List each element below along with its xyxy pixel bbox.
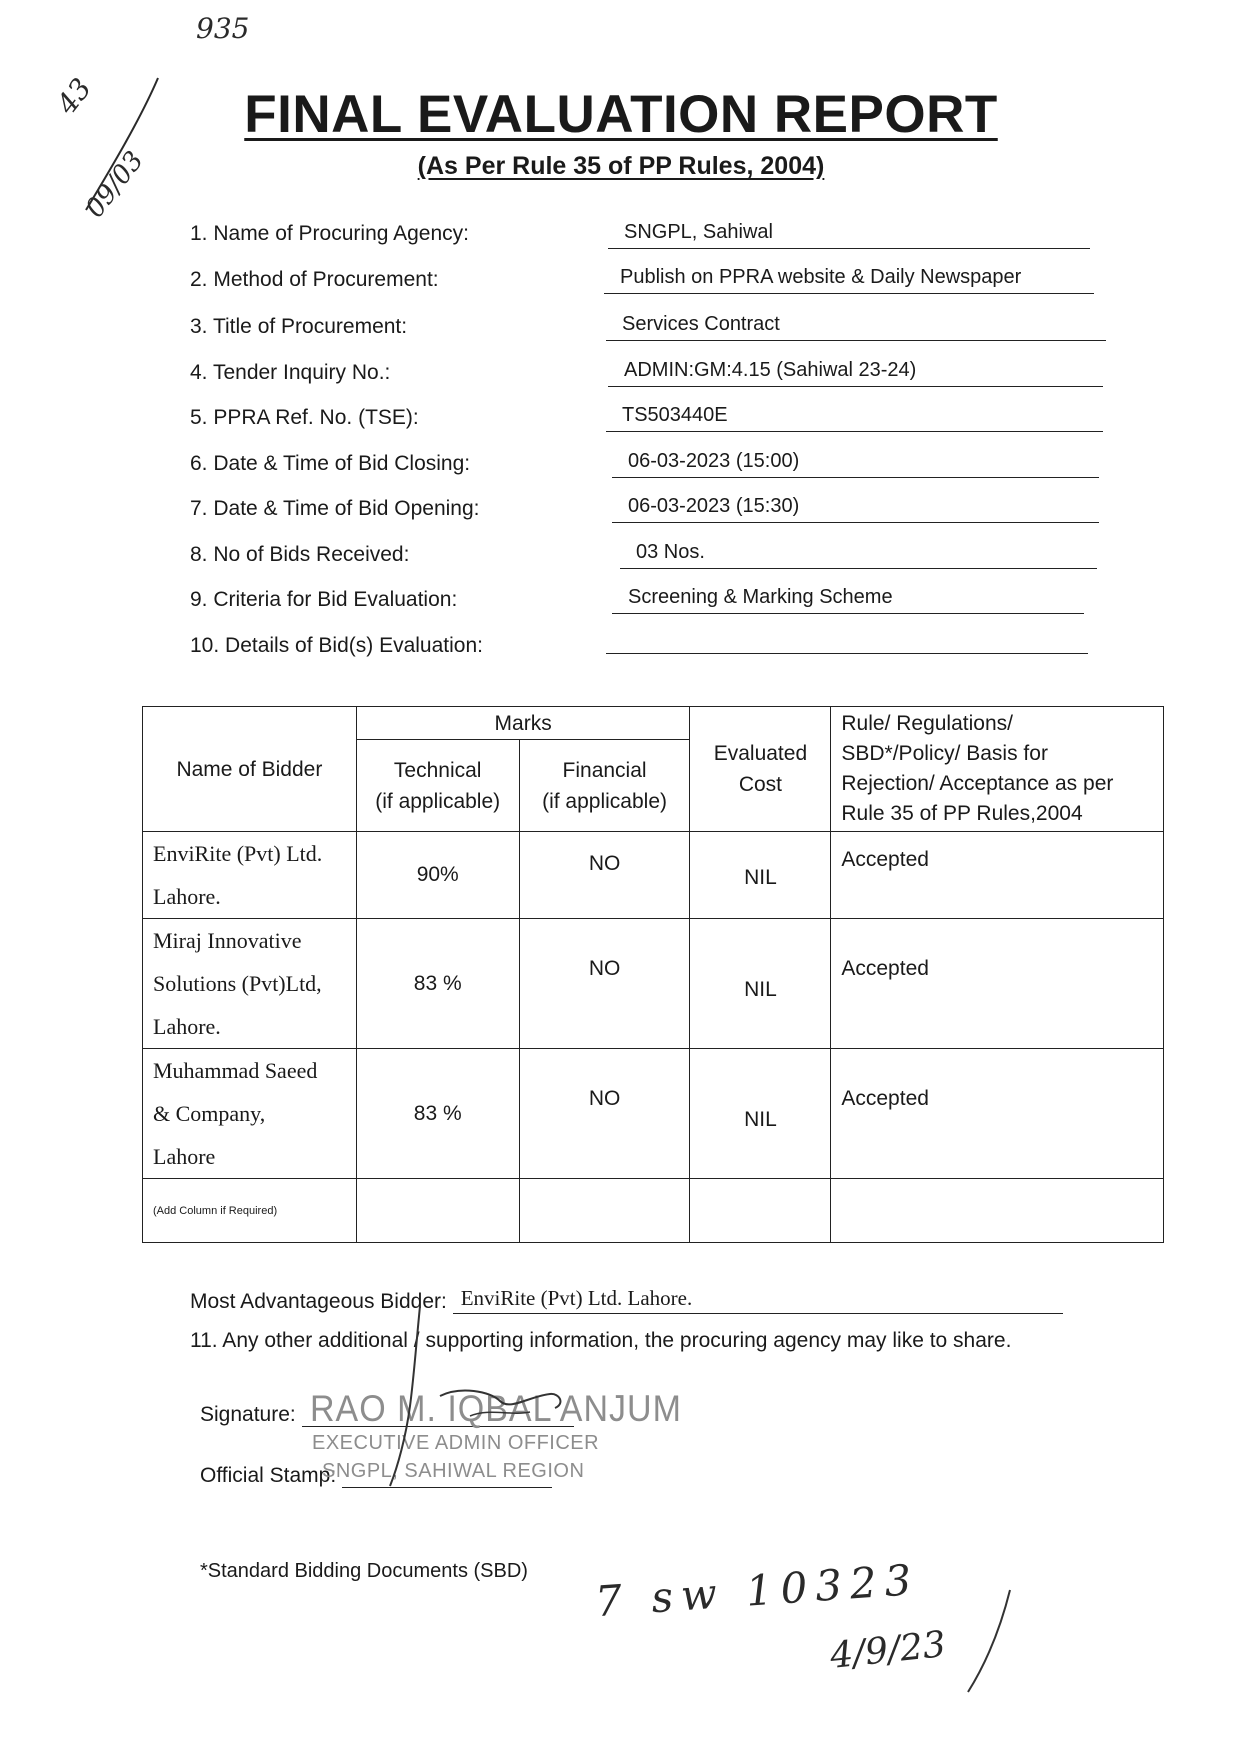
field-label-bids: 8. No of Bids Received: xyxy=(190,543,410,566)
rule-basis: Accepted xyxy=(831,1049,1164,1179)
header-financial-line-2: (if applicable) xyxy=(542,789,668,813)
bidder-name-line: EnviRite (Pvt) Ltd. xyxy=(153,841,323,866)
empty-cell xyxy=(690,1179,831,1243)
bid-evaluation-table xyxy=(142,706,1164,1243)
header-rule-line-4: Rule 35 of PP Rules,2004 xyxy=(841,802,1083,825)
table-row xyxy=(143,832,1164,919)
table-row-add-note xyxy=(143,1179,1164,1243)
evaluated-cost: NIL xyxy=(690,919,831,1049)
official-stamp-label: Official Stamp: xyxy=(200,1464,337,1487)
handwritten-corner-note-1: 43 xyxy=(50,71,98,121)
technical-marks: 83 % xyxy=(356,1049,519,1179)
field-label-opening: 7. Date & Time of Bid Opening: xyxy=(190,497,480,520)
technical-marks: 83 % xyxy=(356,919,519,1049)
field-value-title: Services Contract xyxy=(606,311,1106,341)
header-rule xyxy=(831,707,1164,832)
empty-cell xyxy=(831,1179,1164,1243)
field-label-title: 3. Title of Procurement: xyxy=(190,315,408,338)
field-value-tender: ADMIN:GM:4.15 (Sahiwal 23-24) xyxy=(608,357,1103,387)
field-value-details xyxy=(606,624,1088,654)
officer-stamp-name: RAO M. IQBAL ANJUM xyxy=(310,1388,682,1430)
header-financial xyxy=(519,740,690,832)
field-value-agency: SNGPL, Sahiwal xyxy=(608,219,1090,249)
field-label-ppra: 5. PPRA Ref. No. (TSE): xyxy=(190,406,419,429)
rule-basis: Accepted xyxy=(831,832,1164,919)
field-value-closing: 06-03-2023 (15:00) xyxy=(612,448,1099,478)
table-row xyxy=(143,919,1164,1049)
bidder-name xyxy=(143,919,357,1049)
field-label-agency: 1. Name of Procuring Agency: xyxy=(190,222,469,245)
add-column-note: (Add Column if Required) xyxy=(143,1179,357,1243)
item-11-text: 11. Any other additional / supporting information, the procuring agency may like to share. xyxy=(190,1329,1012,1352)
signature-scribble xyxy=(380,1296,580,1496)
financial-marks: NO xyxy=(519,1049,690,1179)
financial-marks: NO xyxy=(519,919,690,1049)
advantageous-label: Most Advantageous Bidder: xyxy=(190,1290,447,1313)
header-technical xyxy=(356,740,519,832)
signature-label: Signature: xyxy=(200,1403,296,1426)
handwritten-bottom-note-1: 7 sw 10323 xyxy=(593,1554,921,1627)
field-value-criteria: Screening & Marking Scheme xyxy=(612,584,1084,614)
handwritten-bottom-note-2: 4/9/23 xyxy=(828,1624,948,1677)
field-value-opening: 06-03-2023 (15:30) xyxy=(612,493,1099,523)
field-label-tender: 4. Tender Inquiry No.: xyxy=(190,361,391,384)
field-value-method: Publish on PPRA website & Daily Newspaper xyxy=(604,264,1094,294)
header-evaluated-cost xyxy=(690,707,831,832)
handwritten-corner-note-2: 09/03 xyxy=(80,145,150,224)
bidder-name-line: Miraj Innovative xyxy=(153,928,302,953)
evaluated-cost: NIL xyxy=(690,1049,831,1179)
footnote-sbd: *Standard Bidding Documents (SBD) xyxy=(200,1560,528,1582)
header-evaluated-line-2: Cost xyxy=(738,773,783,796)
bidder-name-line: Lahore. xyxy=(153,884,221,909)
most-advantageous-bidder xyxy=(190,1286,1063,1314)
bidder-name-line: & Company, xyxy=(153,1101,266,1126)
field-label-method: 2. Method of Procurement: xyxy=(190,268,439,291)
handwritten-bottom-slash xyxy=(960,1580,1020,1700)
bidder-name-line: Lahore. xyxy=(153,1014,221,1039)
header-technical-line-2: (if applicable) xyxy=(375,789,501,813)
handwritten-page-number: 935 xyxy=(196,12,250,45)
table-row xyxy=(143,1049,1164,1179)
header-name-of-bidder: Name of Bidder xyxy=(143,707,357,832)
header-rule-line-3: Rejection/ Acceptance as per xyxy=(841,772,1114,795)
officer-stamp-designation: EXECUTIVE ADMIN OFFICER xyxy=(312,1432,600,1454)
field-label-criteria: 9. Criteria for Bid Evaluation: xyxy=(190,588,458,611)
rule-basis: Accepted xyxy=(831,919,1164,1049)
empty-cell xyxy=(519,1179,690,1243)
technical-marks: 90% xyxy=(356,832,519,919)
bidder-name xyxy=(143,1049,357,1179)
header-financial-line-1: Financial xyxy=(562,758,647,782)
page-title: FINAL EVALUATION REPORT xyxy=(244,85,998,144)
header-evaluated-line-1: Evaluated xyxy=(713,742,808,765)
field-value-ppra: TS503440E xyxy=(606,402,1103,432)
field-value-bids: 03 Nos. xyxy=(620,539,1097,569)
bidder-name-line: Muhammad Saeed xyxy=(153,1058,318,1083)
officer-stamp-region: SNGPL, SAHIWAL REGION xyxy=(322,1460,585,1482)
header-rule-line-2: SBD*/Policy/ Basis for xyxy=(841,742,1048,765)
advantageous-value: EnviRite (Pvt) Ltd. Lahore. xyxy=(453,1286,1063,1314)
financial-marks: NO xyxy=(519,832,690,919)
header-technical-line-1: Technical xyxy=(393,758,482,782)
field-label-closing: 6. Date & Time of Bid Closing: xyxy=(190,452,471,475)
evaluated-cost: NIL xyxy=(690,832,831,919)
field-label-details: 10. Details of Bid(s) Evaluation: xyxy=(190,634,483,657)
header-rule-line-1: Rule/ Regulations/ xyxy=(841,712,1013,735)
empty-cell xyxy=(356,1179,519,1243)
header-marks: Marks xyxy=(356,707,690,740)
bidder-name-line: Solutions (Pvt)Ltd, xyxy=(153,971,322,996)
page-subtitle: (As Per Rule 35 of PP Rules, 2004) xyxy=(417,152,825,180)
bidder-name xyxy=(143,832,357,919)
bidder-name-line: Lahore xyxy=(153,1144,216,1169)
